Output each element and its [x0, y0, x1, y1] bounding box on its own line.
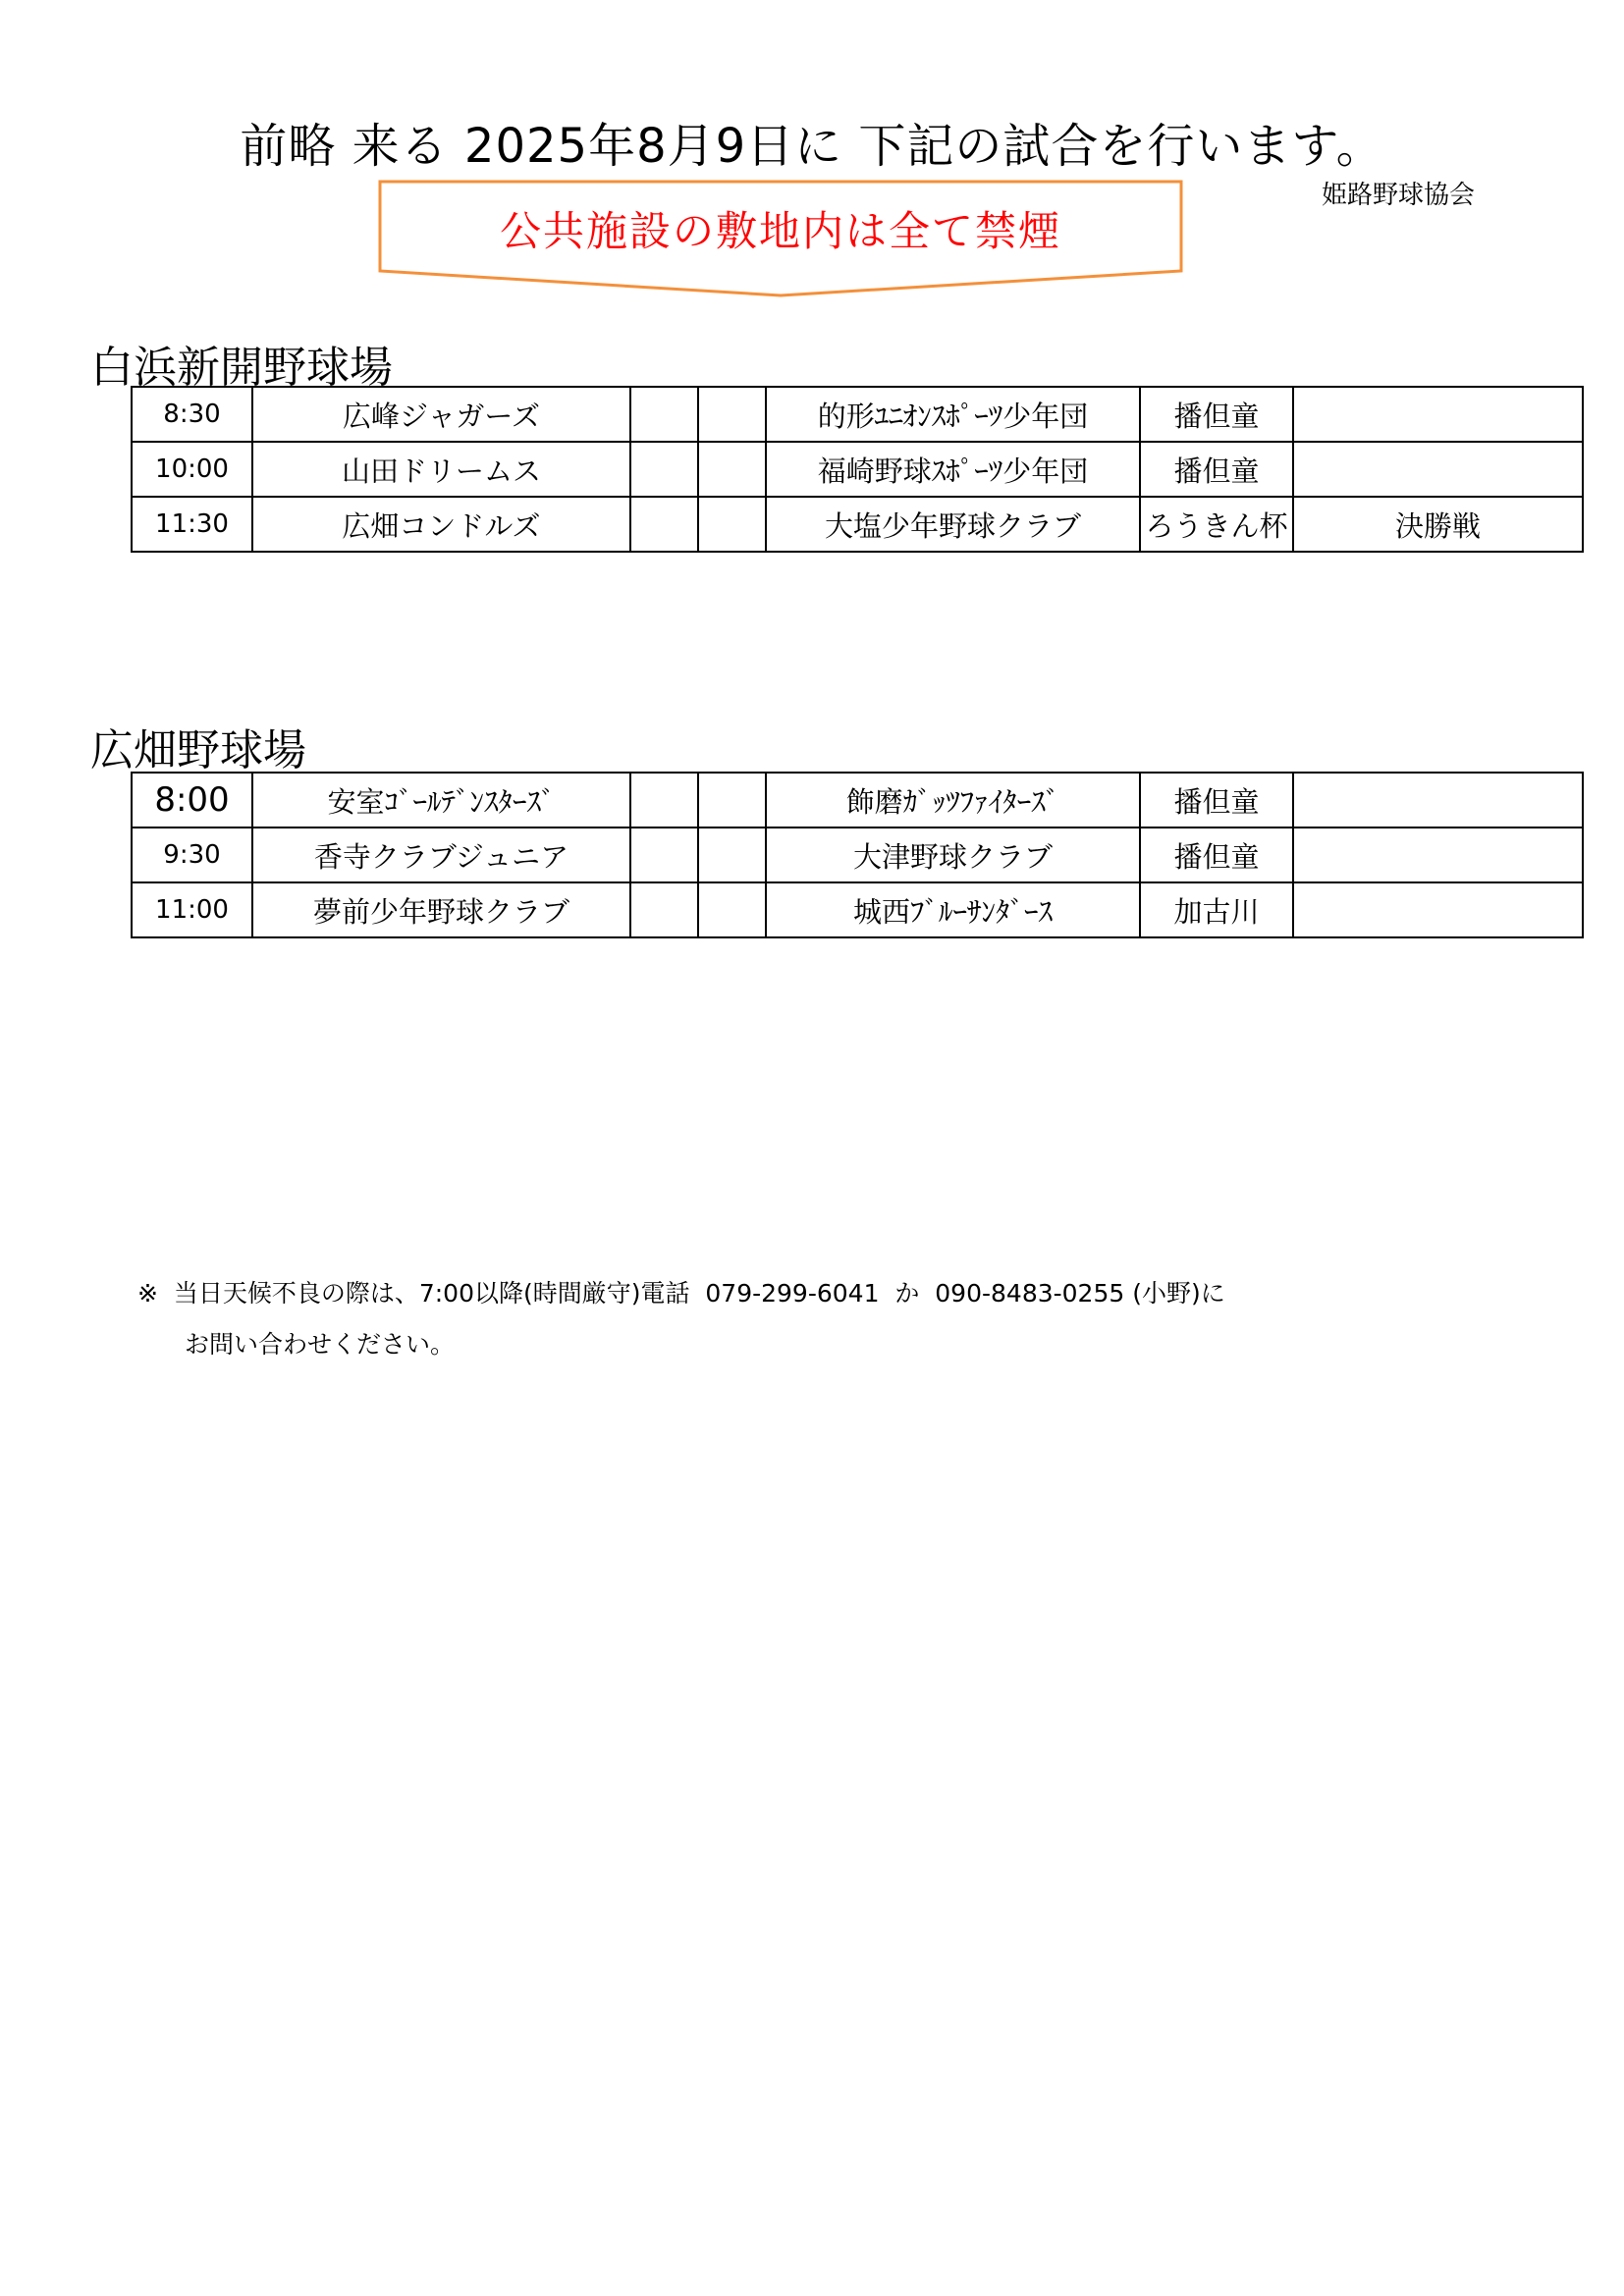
- team-b: 福崎野球ｽﾎﾟｰﾂ少年団: [766, 442, 1140, 497]
- footer-note-line-1: ※ 当日天候不良の際は、7:00以降(時間厳守)電話 079-299-6041 か 090-8483-0255 (小野)に: [137, 1279, 1225, 1308]
- umpire: 播但童: [1140, 773, 1293, 828]
- schedule-table: [131, 772, 1584, 938]
- umpire: 播但童: [1140, 828, 1293, 882]
- score-b: [698, 882, 766, 937]
- venue-title: 白浜新開野球場: [90, 343, 393, 393]
- game-time: 9:30: [132, 828, 252, 882]
- table-row: [132, 773, 1583, 828]
- venue-title: 広畑野球場: [90, 725, 306, 775]
- note: 決勝戦: [1293, 497, 1583, 552]
- team-a: 安室ｺﾞｰﾙﾃﾞﾝｽﾀｰｽﾞ: [252, 773, 630, 828]
- headline: 前略 来る 2025年8月9日に 下記の試合を行います。: [240, 119, 1384, 174]
- score-a: [630, 773, 698, 828]
- score-b: [698, 442, 766, 497]
- score-a: [630, 442, 698, 497]
- team-a: 広峰ジャガーズ: [252, 387, 630, 442]
- team-b: 的形ﾕﾆｵﾝｽﾎﾟｰﾂ少年団: [766, 387, 1140, 442]
- team-b: 飾磨ｶﾞｯﾂﾌｧｲﾀｰｽﾞ: [766, 773, 1140, 828]
- umpire: 加古川: [1140, 882, 1293, 937]
- team-a: 山田ドリームス: [252, 442, 630, 497]
- game-time: 11:30: [132, 497, 252, 552]
- score-a: [630, 497, 698, 552]
- banner-text: 公共施設の敷地内は全て禁煙: [499, 207, 1061, 255]
- schedule-table: [131, 386, 1584, 553]
- team-b: 大塩少年野球クラブ: [766, 497, 1140, 552]
- note: [1293, 442, 1583, 497]
- score-b: [698, 828, 766, 882]
- team-a: 香寺クラブジュニア: [252, 828, 630, 882]
- score-a: [630, 828, 698, 882]
- note: [1293, 828, 1583, 882]
- table-row: [132, 387, 1583, 442]
- team-b: 大津野球クラブ: [766, 828, 1140, 882]
- score-b: [698, 773, 766, 828]
- note: [1293, 882, 1583, 937]
- note: [1293, 773, 1583, 828]
- team-a: 広畑コンドルズ: [252, 497, 630, 552]
- game-time: 11:00: [132, 882, 252, 937]
- team-a: 夢前少年野球クラブ: [252, 882, 630, 937]
- score-a: [630, 387, 698, 442]
- umpire: ろうきん杯: [1140, 497, 1293, 552]
- score-b: [698, 387, 766, 442]
- note: [1293, 387, 1583, 442]
- score-a: [630, 882, 698, 937]
- footer-note-line-2: お問い合わせください。: [185, 1330, 456, 1359]
- organization-name: 姫路野球協会: [1322, 181, 1476, 210]
- table-row: [132, 442, 1583, 497]
- table-row: [132, 882, 1583, 937]
- game-time: 8:30: [132, 387, 252, 442]
- umpire: 播但童: [1140, 442, 1293, 497]
- table-row: [132, 828, 1583, 882]
- no-smoking-banner: [378, 180, 1183, 297]
- umpire: 播但童: [1140, 387, 1293, 442]
- game-time: 10:00: [132, 442, 252, 497]
- table-row: [132, 497, 1583, 552]
- team-b: 城西ﾌﾞﾙｰｻﾝﾀﾞｰｽ: [766, 882, 1140, 937]
- score-b: [698, 497, 766, 552]
- game-time: 8:00: [132, 773, 252, 828]
